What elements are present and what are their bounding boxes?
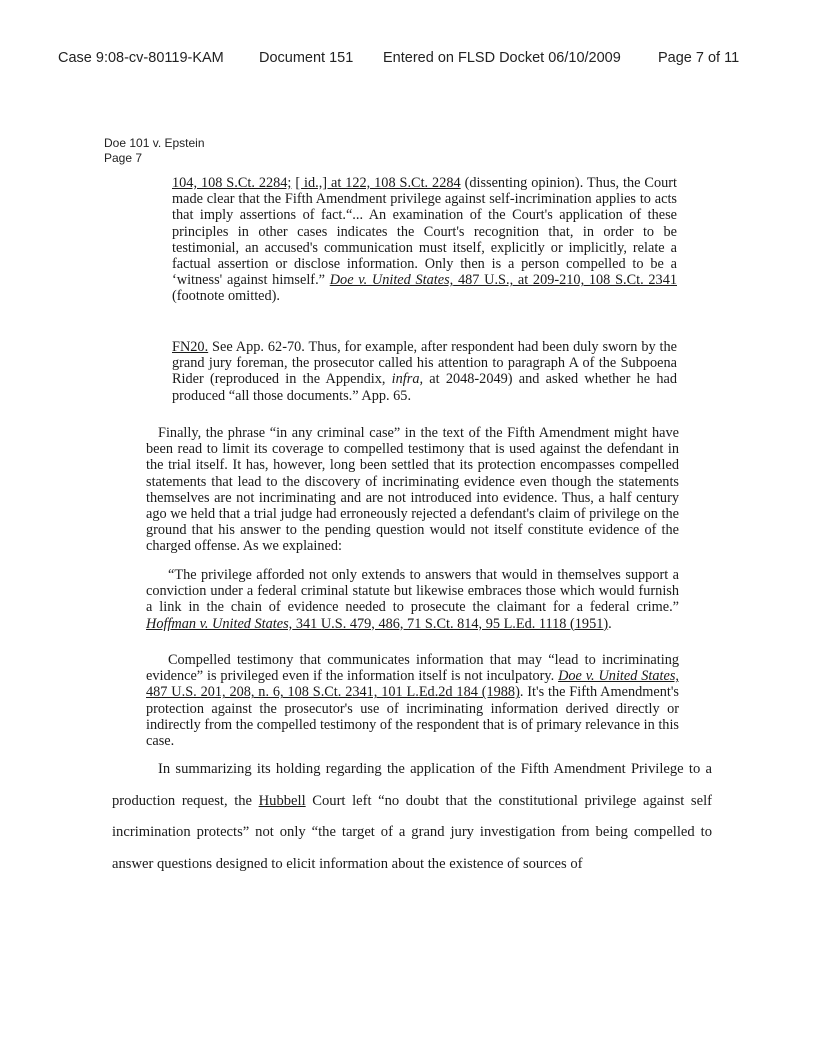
italic-term: infra, — [391, 371, 424, 388]
running-caption — [104, 136, 205, 166]
citation-link[interactable] — [330, 272, 677, 288]
paragraph-text: . — [608, 615, 612, 632]
paragraph-text: In summarizing its holding regarding the application of the Fifth Amendment Privilege to a production request, the — [112, 761, 712, 809]
case-name: Hoffman v. United States, — [146, 615, 293, 632]
paragraph-text: Court left “no doubt that the constitutional privilege against self incrimination protects” not only “the target of a grand jury investigation from being compelled to answer questions designed to elicit information about the existence of sources of — [112, 792, 712, 872]
header-document-number: Document 151 — [259, 50, 354, 66]
paragraph-text: (footnote omitted). — [172, 288, 280, 305]
header-case-number: Case 9:08-cv-80119-KAM — [58, 50, 224, 66]
quoted-paragraph-4 — [146, 652, 679, 749]
citation-link[interactable]: 104, 108 S.Ct. 2284; — [172, 175, 292, 191]
paragraph-text: “The privilege afforded not only extends to answers that would in themselves support a conviction under a federal criminal statute but likewise embraces those which would furnish a link in the chain of evidence needed to prosecute the claimant for a federal crime.” — [146, 567, 679, 616]
caption-page: Page 7 — [104, 151, 143, 165]
quoted-paragraph-1 — [172, 175, 677, 305]
paragraph-text: Compelled testimony that communicates information that may “lead to incriminating evidence” is privileged even if the information itself is not inculpatory. — [146, 652, 679, 685]
paragraph-text: at 2048-2049) and asked whether he had produced “all those documents.” App. 65. — [172, 371, 677, 404]
paragraph-text: . It's the Fifth Amendment's protection against the prosecutor's use of incriminating information derived directly or indirectly from the compelled testimony of the respondent that is of primary relevance in this case. — [146, 684, 679, 750]
paragraph-text: Finally, the phrase “in any criminal case” in the text of the Fifth Amendment might have been read to limit its coverage to compelled testimony that is used against the defendant in the trial itself. It has, however, long been settled that its protection encompasses compelled statements that lead to the discovery of incriminating evidence even though the statements themselves are not incriminating and are not introduced into evidence. Thus, a half century ago we held that a trial judge had erroneously rejected a defendant's claim of privilege on the ground that his answer to the pending question would not itself constitute evidence of the charged offense. As we explained: — [146, 425, 679, 555]
citation-link[interactable]: [ id.,] at 122, 108 S.Ct. 2284 — [295, 175, 461, 191]
header-entered-date: Entered on FLSD Docket 06/10/2009 — [383, 50, 621, 66]
case-name: Doe v. United States, — [558, 668, 679, 685]
footnote-link[interactable]: FN20. — [172, 339, 209, 355]
citation-reporter: 487 U.S. 201, 208, n. 6, 108 S.Ct. 2341, 101 L.Ed.2d 184 (1988) — [146, 684, 520, 701]
citation-reporter: 341 U.S. 479, 486, 71 S.Ct. 814, 95 L.Ed. 1118 (1951) — [292, 615, 609, 632]
body-paragraph — [112, 754, 712, 880]
citation-reporter: 487 U.S., at 209-210, 108 S.Ct. 2341 — [453, 272, 677, 289]
case-name: Doe v. United States, — [329, 272, 454, 289]
quoted-paragraph-3 — [146, 567, 679, 632]
citation-link[interactable] — [146, 616, 608, 632]
caption-title: Doe 101 v. Epstein — [104, 136, 205, 150]
case-reference: Hubbell — [258, 792, 306, 809]
header-page-number: Page 7 of 11 — [658, 50, 740, 66]
footnote-paragraph — [172, 339, 677, 404]
paragraph-text: See App. 62-70. Thus, for example, after respondent had been duly sworn by the grand jury foreman, the prosecutor called his attention to paragraph A of the Subpoena Rider (reproduced in the Appendix, — [172, 339, 677, 388]
paragraph-text: (dissenting opinion). Thus, the Court made clear that the Fifth Amendment privilege against self-incrimination applies to acts that imply assertions of fact.“... An examination of the Court's application of these principles in other cases indicates the Court's recognition that, in order to be testimonial, an accused's communication must itself, explicitly or implicitly, relate a factual assertion or disclose information. Only then is a person compelled to be a ‘witness' against himself.” — [172, 175, 677, 289]
quoted-paragraph-2 — [146, 425, 679, 555]
